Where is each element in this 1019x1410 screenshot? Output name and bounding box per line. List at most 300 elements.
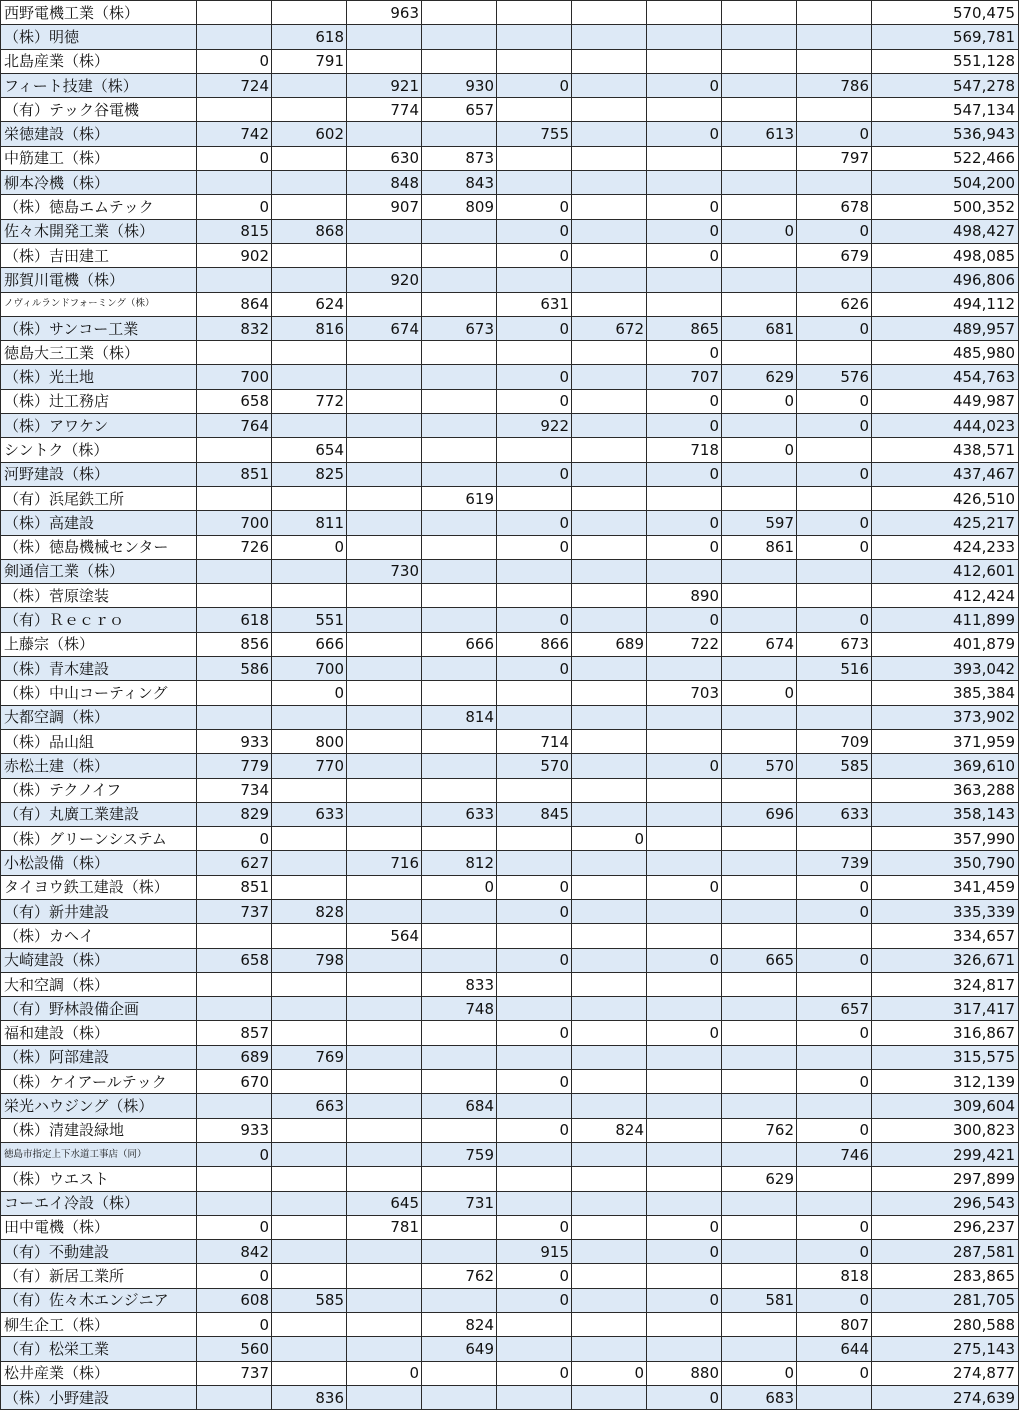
score-cell	[722, 486, 797, 510]
score-cell: 581	[722, 1288, 797, 1312]
score-cell	[572, 1021, 647, 1045]
score-cell: 613	[722, 122, 797, 146]
score-cell	[347, 292, 422, 316]
score-cell: 915	[497, 1240, 572, 1264]
score-cell: 811	[272, 511, 347, 535]
total-amount-cell: 489,957	[872, 316, 1019, 340]
score-cell	[422, 243, 497, 267]
score-cell	[572, 511, 647, 535]
score-cell: 762	[722, 1118, 797, 1142]
score-cell: 933	[197, 729, 272, 753]
score-cell	[347, 705, 422, 729]
score-cell	[572, 681, 647, 705]
score-cell: 681	[722, 316, 797, 340]
table-row	[1, 827, 1019, 851]
score-cell: 0	[647, 195, 722, 219]
score-cell	[647, 657, 722, 681]
score-cell: 861	[722, 535, 797, 559]
score-cell	[272, 1313, 347, 1337]
table-row	[1, 146, 1019, 170]
score-cell: 0	[647, 341, 722, 365]
score-cell	[347, 243, 422, 267]
score-cell: 0	[797, 875, 872, 899]
score-cell	[497, 1167, 572, 1191]
score-cell: 0	[647, 122, 722, 146]
score-cell	[722, 1240, 797, 1264]
table-row	[1, 705, 1019, 729]
score-cell: 597	[722, 511, 797, 535]
table-row	[1, 1240, 1019, 1264]
score-cell	[422, 1215, 497, 1239]
score-cell	[722, 899, 797, 923]
score-cell	[722, 49, 797, 73]
table-row	[1, 1313, 1019, 1337]
score-cell: 0	[797, 1288, 872, 1312]
table-row	[1, 1142, 1019, 1166]
table-row	[1, 1385, 1019, 1409]
score-cell: 0	[722, 681, 797, 705]
score-cell	[422, 1361, 497, 1385]
score-cell	[347, 25, 422, 49]
company-name-cell: 柳生企工（株）	[1, 1313, 197, 1337]
score-cell	[197, 25, 272, 49]
score-cell	[422, 122, 497, 146]
score-cell: 843	[422, 171, 497, 195]
score-cell	[272, 486, 347, 510]
score-cell	[422, 1045, 497, 1069]
score-cell	[797, 705, 872, 729]
score-cell	[347, 1385, 422, 1409]
score-cell	[272, 146, 347, 170]
score-cell: 707	[647, 365, 722, 389]
score-cell: 0	[647, 1021, 722, 1045]
score-cell	[722, 778, 797, 802]
company-name-cell: （株）カヘイ	[1, 924, 197, 948]
table-row	[1, 219, 1019, 243]
score-cell	[497, 997, 572, 1021]
score-cell: 0	[647, 511, 722, 535]
score-cell: 678	[797, 195, 872, 219]
score-cell	[722, 414, 797, 438]
score-cell: 764	[197, 414, 272, 438]
score-cell: 0	[272, 681, 347, 705]
score-cell: 734	[197, 778, 272, 802]
score-cell	[497, 1, 572, 25]
score-cell	[422, 49, 497, 73]
total-amount-cell: 315,575	[872, 1045, 1019, 1069]
score-cell	[272, 98, 347, 122]
score-cell: 0	[647, 1385, 722, 1409]
score-cell	[647, 1191, 722, 1215]
score-cell: 933	[197, 1118, 272, 1142]
score-cell: 0	[797, 1240, 872, 1264]
score-cell	[572, 729, 647, 753]
total-amount-cell: 371,959	[872, 729, 1019, 753]
score-cell	[197, 171, 272, 195]
score-cell	[422, 292, 497, 316]
score-cell: 0	[647, 1240, 722, 1264]
company-name-cell: （株）徳島エムテック	[1, 195, 197, 219]
score-cell	[197, 584, 272, 608]
table-row	[1, 729, 1019, 753]
score-cell: 755	[497, 122, 572, 146]
score-cell	[722, 98, 797, 122]
score-cell	[272, 1142, 347, 1166]
score-cell: 0	[497, 875, 572, 899]
score-cell	[347, 972, 422, 996]
score-cell: 0	[647, 243, 722, 267]
score-cell: 963	[347, 1, 422, 25]
score-cell	[347, 462, 422, 486]
score-cell: 748	[422, 997, 497, 1021]
score-cell	[497, 705, 572, 729]
score-cell	[422, 438, 497, 462]
score-cell	[272, 365, 347, 389]
score-cell	[497, 438, 572, 462]
score-cell: 0	[647, 389, 722, 413]
table-row	[1, 1191, 1019, 1215]
score-cell	[347, 1045, 422, 1069]
score-cell: 0	[497, 462, 572, 486]
total-amount-cell: 358,143	[872, 802, 1019, 826]
score-cell	[647, 486, 722, 510]
score-cell	[647, 268, 722, 292]
total-amount-cell: 504,200	[872, 171, 1019, 195]
score-cell: 633	[272, 802, 347, 826]
score-cell: 742	[197, 122, 272, 146]
score-cell	[572, 924, 647, 948]
score-cell: 0	[497, 511, 572, 535]
company-name-cell: （有）新居工業所	[1, 1264, 197, 1288]
score-cell	[272, 705, 347, 729]
score-cell	[197, 559, 272, 583]
score-cell: 0	[497, 1215, 572, 1239]
score-cell	[347, 365, 422, 389]
table-row	[1, 1118, 1019, 1142]
total-amount-cell: 485,980	[872, 341, 1019, 365]
score-cell	[347, 389, 422, 413]
score-cell	[347, 122, 422, 146]
score-cell	[422, 899, 497, 923]
score-cell	[497, 778, 572, 802]
score-cell	[572, 1313, 647, 1337]
score-cell	[572, 1070, 647, 1094]
score-cell: 0	[572, 827, 647, 851]
score-cell: 0	[197, 1215, 272, 1239]
score-cell	[647, 1313, 722, 1337]
score-cell: 781	[347, 1215, 422, 1239]
score-cell	[272, 1240, 347, 1264]
company-name-cell: 松井産業（株）	[1, 1361, 197, 1385]
score-cell: 0	[197, 146, 272, 170]
score-cell	[497, 1191, 572, 1215]
total-amount-cell: 317,417	[872, 997, 1019, 1021]
total-amount-cell: 569,781	[872, 25, 1019, 49]
score-cell: 585	[797, 754, 872, 778]
total-amount-cell: 426,510	[872, 486, 1019, 510]
score-cell: 670	[197, 1070, 272, 1094]
score-cell: 716	[347, 851, 422, 875]
score-cell: 0	[647, 754, 722, 778]
score-cell	[647, 1070, 722, 1094]
total-amount-cell: 547,134	[872, 98, 1019, 122]
score-cell	[272, 195, 347, 219]
score-cell	[347, 729, 422, 753]
score-cell	[647, 1, 722, 25]
score-cell	[572, 171, 647, 195]
company-name-cell: （株）グリーンシステム	[1, 827, 197, 851]
score-cell	[497, 25, 572, 49]
table-row	[1, 632, 1019, 656]
score-cell	[497, 681, 572, 705]
score-cell	[722, 1094, 797, 1118]
score-cell: 0	[497, 219, 572, 243]
table-row	[1, 608, 1019, 632]
score-cell	[422, 1070, 497, 1094]
score-cell: 0	[497, 1118, 572, 1142]
company-name-cell: 上藤宗（株）	[1, 632, 197, 656]
score-cell	[572, 559, 647, 583]
score-cell: 0	[497, 657, 572, 681]
company-name-cell: 大都空調（株）	[1, 705, 197, 729]
score-cell: 714	[497, 729, 572, 753]
score-cell: 0	[647, 414, 722, 438]
score-cell	[422, 341, 497, 365]
table-row	[1, 1264, 1019, 1288]
score-cell	[647, 827, 722, 851]
score-cell	[272, 1167, 347, 1191]
company-name-cell: 剣通信工業（株）	[1, 559, 197, 583]
total-amount-cell: 401,879	[872, 632, 1019, 656]
score-cell: 627	[197, 851, 272, 875]
score-cell	[197, 1191, 272, 1215]
company-name-cell: （株）サンコー工業	[1, 316, 197, 340]
score-cell	[797, 1167, 872, 1191]
score-cell: 683	[722, 1385, 797, 1409]
score-cell: 0	[197, 1313, 272, 1337]
score-cell	[647, 1264, 722, 1288]
score-cell: 0	[797, 1361, 872, 1385]
score-cell: 657	[422, 98, 497, 122]
score-cell	[422, 681, 497, 705]
table-row	[1, 681, 1019, 705]
table-row	[1, 535, 1019, 559]
table-row	[1, 1021, 1019, 1045]
score-cell: 921	[347, 73, 422, 97]
table-row	[1, 389, 1019, 413]
score-cell: 739	[797, 851, 872, 875]
score-cell: 0	[647, 535, 722, 559]
score-cell	[647, 25, 722, 49]
score-cell	[572, 1094, 647, 1118]
score-cell	[722, 268, 797, 292]
score-cell	[422, 389, 497, 413]
score-cell	[347, 827, 422, 851]
score-cell	[797, 559, 872, 583]
score-cell	[722, 851, 797, 875]
table-row	[1, 1361, 1019, 1385]
score-cell	[422, 414, 497, 438]
score-cell	[422, 584, 497, 608]
score-cell: 649	[422, 1337, 497, 1361]
score-cell	[197, 1, 272, 25]
score-cell: 674	[722, 632, 797, 656]
total-amount-cell: 281,705	[872, 1288, 1019, 1312]
total-amount-cell: 341,459	[872, 875, 1019, 899]
score-cell: 0	[797, 1021, 872, 1045]
score-cell	[347, 802, 422, 826]
total-amount-cell: 412,424	[872, 584, 1019, 608]
score-cell: 666	[422, 632, 497, 656]
table-row	[1, 1094, 1019, 1118]
score-cell	[572, 899, 647, 923]
score-cell	[572, 1, 647, 25]
company-name-cell: （株）アワケン	[1, 414, 197, 438]
score-cell: 576	[797, 365, 872, 389]
score-cell	[722, 462, 797, 486]
score-cell	[797, 778, 872, 802]
score-cell	[422, 25, 497, 49]
table-row	[1, 98, 1019, 122]
score-cell	[722, 73, 797, 97]
score-cell	[272, 1264, 347, 1288]
score-cell	[422, 559, 497, 583]
table-row	[1, 997, 1019, 1021]
company-name-cell: （株）徳島機械センター	[1, 535, 197, 559]
score-cell: 824	[572, 1118, 647, 1142]
table-row	[1, 243, 1019, 267]
score-cell	[722, 1021, 797, 1045]
table-row	[1, 414, 1019, 438]
score-cell: 868	[272, 219, 347, 243]
company-name-cell: 柳本冷機（株）	[1, 171, 197, 195]
total-amount-cell: 425,217	[872, 511, 1019, 535]
score-cell: 762	[422, 1264, 497, 1288]
total-amount-cell: 299,421	[872, 1142, 1019, 1166]
score-cell	[347, 414, 422, 438]
score-cell	[272, 972, 347, 996]
table-body	[1, 1, 1019, 1410]
score-cell	[572, 1288, 647, 1312]
total-amount-cell: 326,671	[872, 948, 1019, 972]
table-row	[1, 122, 1019, 146]
score-cell	[722, 924, 797, 948]
score-cell	[497, 924, 572, 948]
total-amount-cell: 316,867	[872, 1021, 1019, 1045]
score-cell	[347, 1142, 422, 1166]
company-name-cell: ノヴィルランドフォーミング（株）	[1, 292, 197, 316]
company-name-cell: （有）丸廣工業建設	[1, 802, 197, 826]
score-cell	[722, 1264, 797, 1288]
score-cell	[797, 827, 872, 851]
score-cell	[272, 1191, 347, 1215]
score-cell	[272, 268, 347, 292]
table-row	[1, 73, 1019, 97]
score-cell	[572, 1191, 647, 1215]
score-cell	[422, 219, 497, 243]
score-cell: 0	[497, 365, 572, 389]
score-cell	[647, 559, 722, 583]
score-cell: 665	[722, 948, 797, 972]
score-cell: 0	[497, 1070, 572, 1094]
score-cell	[272, 73, 347, 97]
score-cell	[572, 972, 647, 996]
score-cell: 746	[797, 1142, 872, 1166]
score-cell	[272, 1070, 347, 1094]
company-name-cell: 北島産業（株）	[1, 49, 197, 73]
total-amount-cell: 498,085	[872, 243, 1019, 267]
score-cell	[722, 997, 797, 1021]
score-cell	[572, 657, 647, 681]
score-cell	[347, 535, 422, 559]
table-row	[1, 1045, 1019, 1069]
score-cell: 865	[647, 316, 722, 340]
score-cell: 633	[797, 802, 872, 826]
score-cell: 0	[497, 316, 572, 340]
score-cell: 0	[647, 462, 722, 486]
company-name-cell: 西野電機工業（株）	[1, 1, 197, 25]
score-cell	[272, 1361, 347, 1385]
company-name-cell: 福和建設（株）	[1, 1021, 197, 1045]
score-cell	[797, 341, 872, 365]
score-cell: 0	[647, 1288, 722, 1312]
score-cell	[347, 584, 422, 608]
score-cell: 828	[272, 899, 347, 923]
total-amount-cell: 437,467	[872, 462, 1019, 486]
table-row	[1, 462, 1019, 486]
total-amount-cell: 287,581	[872, 1240, 1019, 1264]
score-cell: 619	[422, 486, 497, 510]
score-cell: 907	[347, 195, 422, 219]
score-cell: 629	[722, 365, 797, 389]
score-cell: 800	[272, 729, 347, 753]
score-cell	[722, 705, 797, 729]
score-cell: 618	[272, 25, 347, 49]
score-cell	[347, 948, 422, 972]
score-cell	[647, 997, 722, 1021]
score-cell	[722, 827, 797, 851]
company-name-cell: 大和空調（株）	[1, 972, 197, 996]
score-cell: 618	[197, 608, 272, 632]
score-cell	[722, 1313, 797, 1337]
score-cell	[722, 146, 797, 170]
score-cell: 0	[647, 875, 722, 899]
score-cell	[572, 948, 647, 972]
total-amount-cell: 350,790	[872, 851, 1019, 875]
total-amount-cell: 274,877	[872, 1361, 1019, 1385]
score-cell: 816	[272, 316, 347, 340]
table-row	[1, 924, 1019, 948]
score-cell: 0	[497, 1264, 572, 1288]
score-cell	[272, 341, 347, 365]
score-cell: 645	[347, 1191, 422, 1215]
score-cell: 560	[197, 1337, 272, 1361]
company-name-cell: （株）ケイアールテック	[1, 1070, 197, 1094]
score-cell: 722	[647, 632, 722, 656]
score-cell	[647, 778, 722, 802]
score-cell: 809	[422, 195, 497, 219]
score-cell: 0	[797, 535, 872, 559]
total-amount-cell: 496,806	[872, 268, 1019, 292]
table-row	[1, 268, 1019, 292]
score-cell	[272, 1021, 347, 1045]
score-cell: 890	[647, 584, 722, 608]
total-amount-cell: 274,639	[872, 1385, 1019, 1409]
company-name-cell: 大崎建設（株）	[1, 948, 197, 972]
score-cell: 608	[197, 1288, 272, 1312]
score-cell: 564	[347, 924, 422, 948]
score-cell: 663	[272, 1094, 347, 1118]
